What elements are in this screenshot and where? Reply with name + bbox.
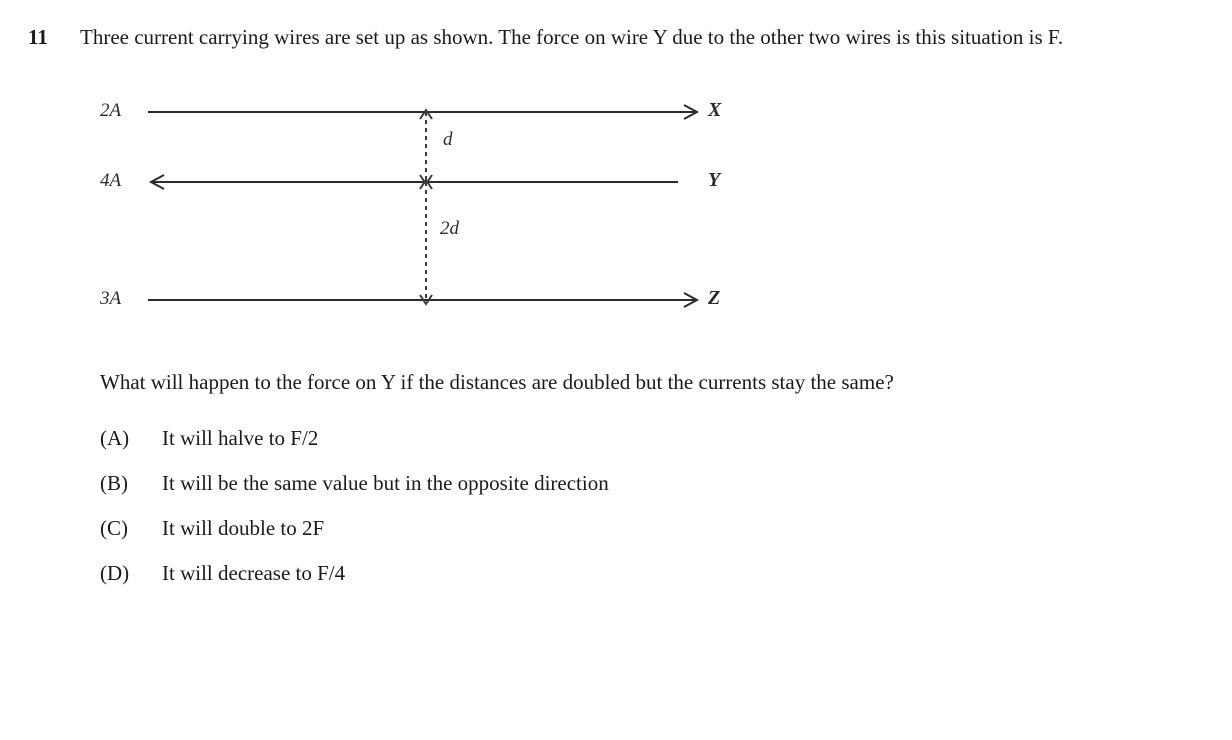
option-a-key: (A) xyxy=(100,426,130,450)
follow-up-question: What will happen to the force on Y if the distances are doubled but the currents stay the same? xyxy=(100,370,894,394)
option-b[interactable] xyxy=(100,468,1172,498)
option-c[interactable] xyxy=(100,513,1172,543)
wire-diagram xyxy=(100,86,820,341)
wire-name-z: Z xyxy=(708,287,721,309)
option-b-text: It will be the same value but in the opposite direction xyxy=(162,471,609,495)
option-a-text: It will halve to F/2 xyxy=(162,426,319,450)
option-a[interactable] xyxy=(100,423,1172,453)
arrow-head-x-icon xyxy=(674,101,700,123)
wire-current-label-y: 4A xyxy=(100,170,122,191)
arrow-head-z-icon xyxy=(674,289,700,311)
question-number: 11 xyxy=(28,25,48,49)
wire-name-x: X xyxy=(708,99,722,121)
distance-label-2d: 2d xyxy=(440,218,459,239)
wire-line-z xyxy=(148,299,678,301)
option-b-key: (B) xyxy=(100,471,128,495)
option-c-text: It will double to 2F xyxy=(162,516,325,540)
question-stem: Three current carrying wires are set up as shown. The force on wire Y due to the other two wires is this situation is F. xyxy=(80,25,1064,49)
distance-2d-arrow-icon xyxy=(418,178,434,306)
distance-d-arrow-icon xyxy=(418,108,434,186)
wire-name-y: Y xyxy=(708,169,721,191)
option-d-text: It will decrease to F/4 xyxy=(162,561,346,585)
option-d-key: (D) xyxy=(100,561,130,585)
wire-current-label-z: 3A xyxy=(100,288,122,309)
option-d[interactable] xyxy=(100,558,1172,588)
answer-options xyxy=(100,423,1172,588)
wire-line-x xyxy=(148,111,678,113)
question-header xyxy=(28,22,1172,52)
wire-current-label-x: 2A xyxy=(100,100,122,121)
option-c-key: (C) xyxy=(100,516,128,540)
distance-label-d: d xyxy=(443,129,453,150)
